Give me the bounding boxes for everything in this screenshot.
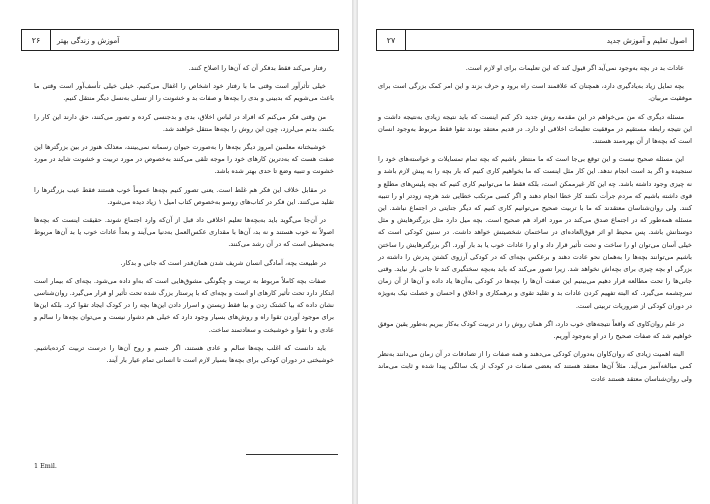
footnote: 1 Emil. xyxy=(34,462,57,470)
paragraph: در طبیعت بچه، آمادگی انسان شریف شدن همان‌قدر است که جانی و بدکار. xyxy=(120,258,326,267)
paragraph: باید دانست که اغلب بچه‌ها سالم و عادی هستند، اگر جسم و روح آن‌ها را درست تربیت کرده‌باشیم. خوشبختی در دوران کودکی برای بچه‌ها بسیار لازم است تا انسانی تمام عیار بار آیند. xyxy=(34,343,334,365)
paragraph: مسئله دیگری که من می‌خواهم در این مقدمه روش جدید ذکر کنم اینست که باید نتیجه زیادی به‌نتیجه داشت و این نتیجه رابطه مستقیم در موفقیت تعلیمات اخلاقی او دارد. در قدیم معتقد بودند تقوا فقط مربوط به‌وجود انسان است که بچه‌ها از آن بهره‌مند هستند. xyxy=(378,112,692,146)
right-page-body xyxy=(378,62,692,391)
paragraph: عادات بد در بچه به‌وجود نمی‌آید اگر قبول کند که این تعلیمات برای او لازم است. xyxy=(465,64,684,72)
paragraph: خیلی تأثرآور است وقتی ما با رفتار خود اشخاص را اغفال می‌کنیم. خیلی خیلی تأسف‌آور است وقتی ما باعث می‌شویم که بدبینی و بدی را بچه‌ها و صفات بد و خشونت را از تسلی به‌نسل دیگر منتقل کنیم. xyxy=(34,82,334,103)
paragraph: البته اهمیت زیادی که روان‌کاوان به‌دوران کودکی می‌دهند و همه صفات را از تصادفات در آن زمان می‌دانند به‌نظر کمی مبالغه‌آمیز می‌آید. مثلاً آن‌ها معتقد هستند که بعضی صفات در کودک از یک سالگی پیدا شده و ثابت می‌ماند ولی روان‌شناسان معتقد هستند عادت xyxy=(378,350,692,383)
left-header-title: آموزش و زندگی بهتر xyxy=(57,35,120,45)
footnote-divider xyxy=(246,454,338,455)
left-page-body xyxy=(34,62,334,372)
paragraph: این مسئله صحیح نیست و این توقع بی‌جا است که ما منتظر باشیم که بچه تمام تمسایلات و خواسته‌های خود را سنجیده و اگر بد است انجام ندهد. این کار مثل اینست که ما بخواهیم کاری کنیم که بار بچه را به پیش لازم باشد و نه چیزی وجود داشته باشد. چه این کار غیرممکن است، بلکه فقط ما می‌توانیم کاری کنیم که بچه پلیس‌های مطلع و قوی داشته باشیم که مردم جرأت نکنند کار خطا انجام دهند و اگر کسی مرتکب خطایی شد هرچه زودتر او را تنبیه کنند. ولی روان‌شناسان معتقدند که ما با تربیت صحیح می‌توانیم کاری کنیم که دیگر جنایتی در اجتماع نباشد. این مسئله همه‌طور که در اجتماع صدق می‌کند در مورد افراد هم صحیح است. بچه میل دارد مثل بزرگترهایش و مثل دوستانش باشد. پس محیط او اثر فوق‌العاده‌ای در ساختمان شخصیتش خواهد داشت. در سنین کودکی است که خیلی آسان می‌توان او را ساخت و تحت تأثیر قرار داد و او را عادات خوب یا بد بار آورد. اگر بزرگترهایش را ساختن باشیم می‌توانند بچه‌ها را به‌همان نحو عادت دهند و برعکس بچه‌ای که در کودکی آرزوی کشتن پدرش را داشته در بزرگی او بچه چیزی برای بچه‌اش نخواهد شد. زیرا تصور می‌کند که باید به‌بچه سختگیری کند تا جانی بار نیاید. وقتی جانی‌ها را تحت مطالعه قرار دهیم می‌بینیم این صفت آن‌ها را بچه‌ها در کودکی به‌آن‌ها یاد داده و آن‌ها از آن زمان سرچشمه می‌گیرد. که البته تفهیم کردن عادات بد و تقلید تقوی و برهمکاری و اخلاق و احسان و خصلت نیک به‌ویژه در دوران کودکی از ضروریات تربیتی است. xyxy=(378,155,692,310)
paragraph: در مقابل خلاف این فکر هم غلط است. یعنی تصور کنیم بچه‌ها عموماً خوب هستند فقط عیب بزرگترها را تقلید می‌کنند. این فکر در کتاب‌های روسو به‌خصوص کتاب امیل ۱ زیاد دیده می‌شود. xyxy=(34,185,334,206)
paragraph: خوشبختانه معلمین امروز دیگر بچه‌ها را به‌صورت حیوان رسمانه نمی‌بینند، معذلک هنوز در بین بزرگترها این صفت هست که به‌دترین کارهای خود را موجه تلقی می‌کنند به‌خصوص در مورد تربیت و خشونت شاید در مورد خشونت و تنبیه وضع تا حدی بهتر شده باشد. xyxy=(34,143,334,176)
left-page-number: ۲۶ xyxy=(22,30,51,50)
right-page-header xyxy=(376,29,694,51)
paragraph: رفتار می‌کند فقط بدفکر آن که آن‌ها را اصلاح کنند. xyxy=(188,64,326,72)
left-page xyxy=(0,0,352,504)
left-page-header xyxy=(21,29,339,51)
right-header-title: اصول تعلیم و آموزش جدید xyxy=(606,35,687,45)
paragraph: بچه تمایل زیاد به‌یادگیری دارد، همچنان که علاقمند است راه برود و حرف بزند و این امر کمک بزرگی است برای موفقیت مربیان. xyxy=(378,82,692,103)
paragraph: صفات بچه کاملاً مربوط به تربیت و چگونگی مشوق‌هایی است که به‌او داده می‌شود. بچه‌ای که بیمار است ابتکار دارد تحت تأثیر کارهای او است و بچه‌ای که با پرستار بزرگ شده تحت تأثیر او قرار می‌گیرد. روان‌شناسی نشان داده که بیا کشتک زدن و بیا فقط زیستن و اسرار دادن این‌ها بچه را در کودک ایجاد تقوا کرد. بلکه این‌ها برای موجود آوردن تقوا راه و روش‌های بسیار وجود دارد که خیلی هم دشوار نیست و می‌توان بچه‌ها را سالم و عادی و با تقوا و خوشبخت و سعادتمند ساخت. xyxy=(34,276,334,334)
right-page xyxy=(358,0,710,504)
right-page-number: ۲۷ xyxy=(377,30,406,50)
paragraph: در آن‌جا می‌گوید باید به‌بچه‌ها تعلیم اخلاقی داد قبل از آن‌که وارد اجتماع شوند. حقیقت اینست که بچه‌ها اصولاً نه خوب هستند و نه بد، آن‌ها با مقداری عکس‌العمل به‌دنیا می‌آیند و بعداً عادات خوب یا بد آن‌ها مربوط به‌محیطی است که در آن رشد می‌کنند. xyxy=(34,216,334,249)
paragraph: من وقتی فکر می‌کنم که افراد در لباس اخلاق، بدی و بدجنسی کرده و تصور می‌کنند، حق دارند این کار را بکنند، بدنم می‌لرزد، چون این روش را بچه‌ها منتقل خواهند شد. xyxy=(34,112,334,133)
paragraph: در علم روان‌کاوی که واقعاً نتیجه‌های خوب دارد، اگر همان روش را در تربیت کودک به‌کار ببریم به‌طور یقین موفق خواهیم شد که صفات صحیح را در او به‌وجود آوریم. xyxy=(378,319,692,341)
